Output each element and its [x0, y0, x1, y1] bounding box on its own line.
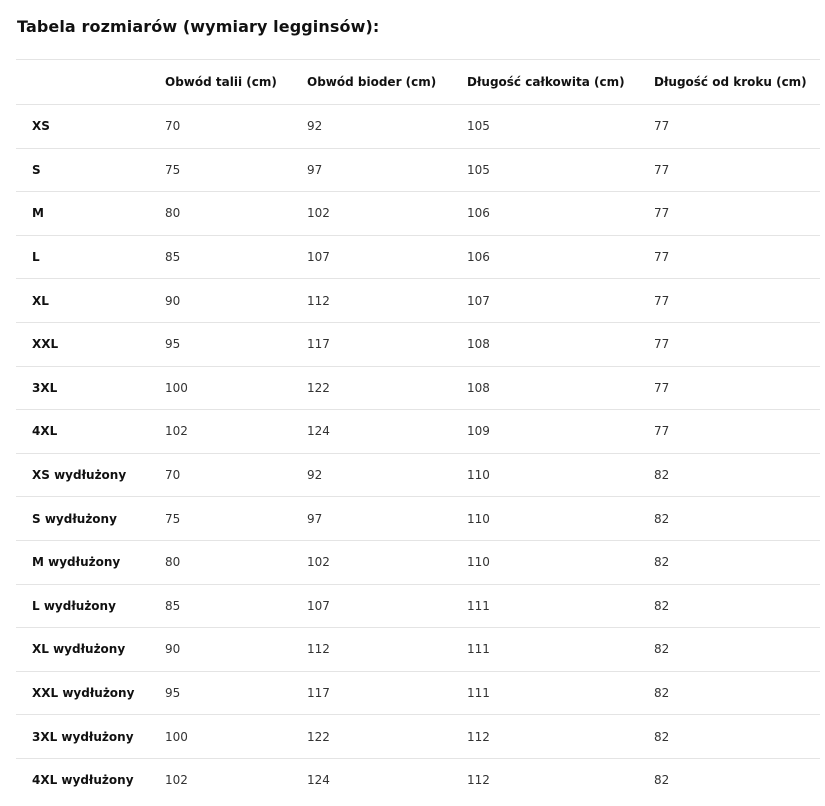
size-cell: 4XL wydłużony — [32, 773, 134, 788]
waist-cell: 100 — [165, 715, 307, 759]
inseam-cell: 77 — [654, 410, 820, 454]
table-body — [16, 105, 820, 802]
table-row — [16, 628, 820, 672]
size-cell: 4XL — [16, 410, 165, 454]
table-row — [16, 410, 820, 454]
waist-cell: 95 — [165, 322, 307, 366]
hips-cell: 112 — [307, 279, 467, 323]
waist-cell: 90 — [165, 279, 307, 323]
inseam-cell: 82 — [654, 671, 820, 715]
table-row — [16, 715, 820, 759]
table-row — [16, 671, 820, 715]
total-length-cell: 111 — [467, 584, 654, 628]
hips-cell: 97 — [307, 497, 467, 541]
waist-cell: 90 — [165, 628, 307, 672]
total-length-cell: 111 — [467, 628, 654, 672]
hips-cell: 102 — [307, 192, 467, 236]
table-row — [16, 322, 820, 366]
total-length-cell: 110 — [467, 540, 654, 584]
table-row — [16, 192, 820, 236]
hips-cell: 92 — [307, 453, 467, 497]
inseam-cell: 82 — [654, 497, 820, 541]
table-row — [16, 758, 820, 801]
inseam-cell: 77 — [654, 148, 820, 192]
table-row — [16, 235, 820, 279]
total-length-cell: 112 — [467, 715, 654, 759]
table-row — [16, 497, 820, 541]
inseam-cell: 82 — [654, 540, 820, 584]
inseam-cell: 82 — [654, 584, 820, 628]
size-cell: M — [16, 192, 165, 236]
waist-cell: 102 — [165, 773, 188, 788]
waist-cell: 100 — [165, 366, 307, 410]
inseam-cell: 82 — [654, 453, 820, 497]
hips-cell: 97 — [307, 148, 467, 192]
size-table — [16, 59, 820, 802]
total-length-cell: 108 — [467, 322, 654, 366]
inseam-cell: 82 — [654, 773, 670, 788]
total-length-cell: 110 — [467, 497, 654, 541]
hips-cell: 107 — [307, 235, 467, 279]
page-title: Tabela rozmiarów (wymiary legginsów): — [17, 17, 380, 36]
table-row — [16, 540, 820, 584]
inseam-cell: 77 — [654, 279, 820, 323]
hips-cell: 112 — [307, 628, 467, 672]
total-length-cell: 108 — [467, 366, 654, 410]
hips-cell: 122 — [307, 715, 467, 759]
size-cell: XXL wydłużony — [16, 671, 165, 715]
inseam-cell: 77 — [654, 322, 820, 366]
inseam-cell: 77 — [654, 192, 820, 236]
size-cell: XXL — [16, 322, 165, 366]
waist-cell: 70 — [165, 105, 307, 149]
size-cell: M wydłużony — [16, 540, 165, 584]
header-row — [16, 60, 820, 105]
hips-cell: 107 — [307, 584, 467, 628]
size-cell: L wydłużony — [16, 584, 165, 628]
size-cell: 3XL — [16, 366, 165, 410]
hips-cell: 124 — [307, 773, 330, 788]
total-length-cell: 111 — [467, 671, 654, 715]
total-length-cell: 105 — [467, 148, 654, 192]
hips-cell: 124 — [307, 410, 467, 454]
size-cell: S wydłużony — [16, 497, 165, 541]
total-length-cell: 110 — [467, 453, 654, 497]
waist-cell: 75 — [165, 497, 307, 541]
header-inseam: Długość od kroku (cm) — [654, 60, 820, 105]
waist-cell: 75 — [165, 148, 307, 192]
hips-cell: 102 — [307, 540, 467, 584]
hips-cell: 117 — [307, 671, 467, 715]
total-length-cell: 112 — [467, 773, 490, 788]
size-cell: 3XL wydłużony — [16, 715, 165, 759]
table-row — [16, 584, 820, 628]
waist-cell: 80 — [165, 540, 307, 584]
total-length-cell: 107 — [467, 279, 654, 323]
header-total-length: Długość całkowita (cm) — [467, 60, 654, 105]
header-waist: Obwód talii (cm) — [165, 60, 307, 105]
hips-cell: 92 — [307, 105, 467, 149]
waist-cell: 102 — [165, 410, 307, 454]
table-row — [16, 279, 820, 323]
waist-cell: 95 — [165, 671, 307, 715]
total-length-cell: 106 — [467, 192, 654, 236]
total-length-cell: 106 — [467, 235, 654, 279]
size-cell: L — [16, 235, 165, 279]
total-length-cell: 105 — [467, 105, 654, 149]
waist-cell: 70 — [165, 453, 307, 497]
size-cell: XL — [16, 279, 165, 323]
header-size — [16, 60, 165, 105]
size-cell: XL wydłużony — [16, 628, 165, 672]
inseam-cell: 77 — [654, 235, 820, 279]
total-length-cell: 109 — [467, 410, 654, 454]
hips-cell: 122 — [307, 366, 467, 410]
waist-cell: 85 — [165, 584, 307, 628]
size-cell: S — [16, 148, 165, 192]
hips-cell: 117 — [307, 322, 467, 366]
inseam-cell: 82 — [654, 628, 820, 672]
table-row — [16, 366, 820, 410]
table-row — [16, 105, 820, 149]
waist-cell: 80 — [165, 192, 307, 236]
size-cell: XS — [16, 105, 165, 149]
header-hips: Obwód bioder (cm) — [307, 60, 467, 105]
inseam-cell: 82 — [654, 715, 820, 759]
inseam-cell: 77 — [654, 105, 820, 149]
table-header — [16, 60, 820, 105]
waist-cell: 85 — [165, 235, 307, 279]
table-row — [16, 148, 820, 192]
inseam-cell: 77 — [654, 366, 820, 410]
table-row — [16, 453, 820, 497]
size-cell: XS wydłużony — [16, 453, 165, 497]
